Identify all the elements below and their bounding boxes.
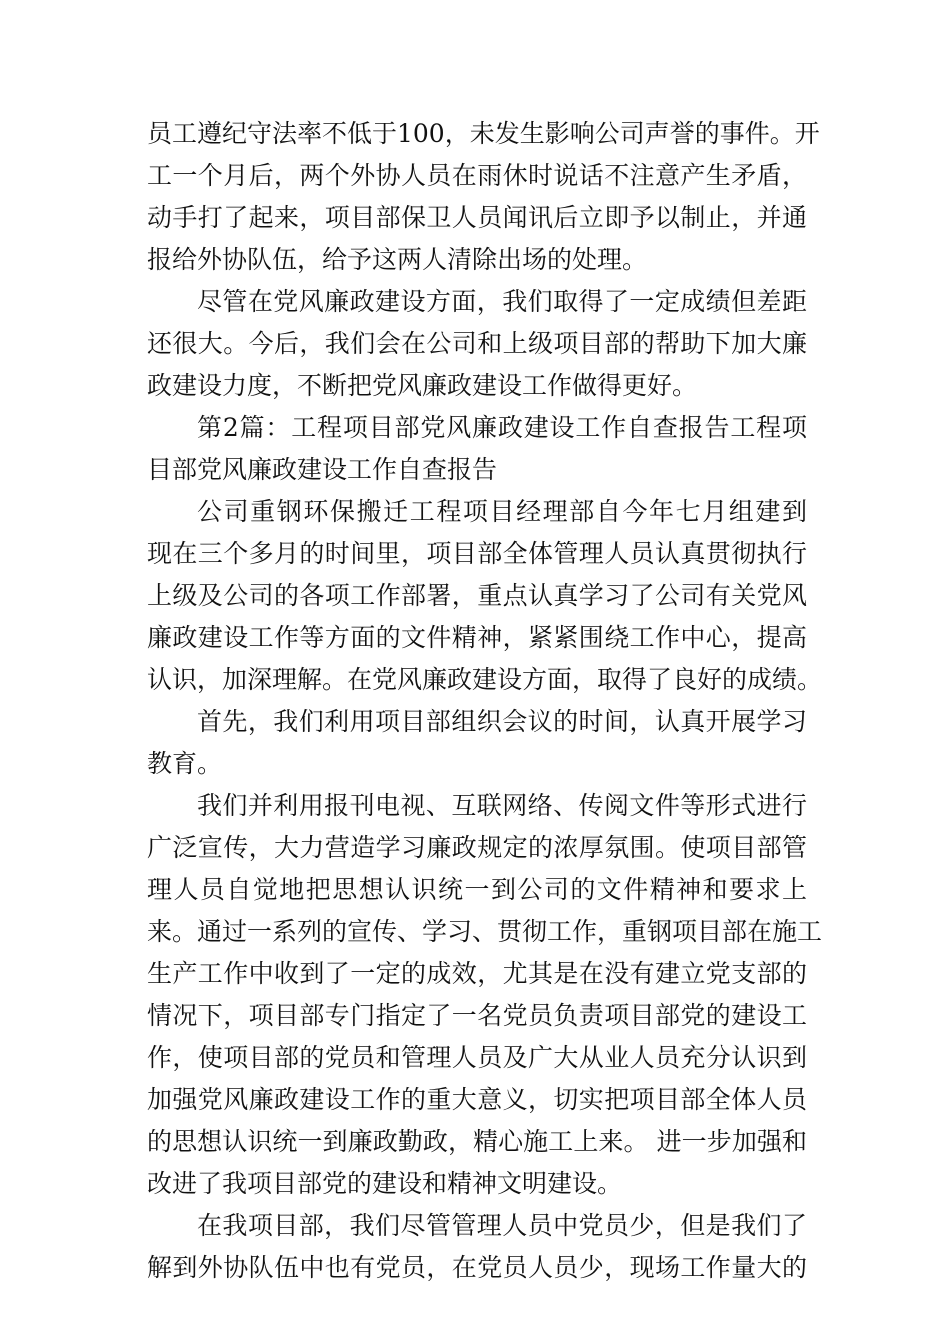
text-line: 尽管在党风廉政建设方面，我们取得了一定成绩但差距 — [197, 287, 807, 316]
section-heading-line: 目部党风廉政建设工作自查报告 — [147, 455, 498, 484]
text-line: 加强党风廉政建设工作的重大意义，切实把项目部全体人员 — [147, 1085, 807, 1114]
text-line: 上级及公司的各项工作部署，重点认真学习了公司有关党风 — [147, 581, 807, 610]
text-line: 理人员自觉地把思想认识统一到公司的文件精神和要求上 — [147, 875, 807, 904]
text-line: 还很大。今后，我们会在公司和上级项目部的帮助下加大廉 — [147, 329, 807, 358]
text-line: 生产工作中收到了一定的成效，尤其是在没有建立党支部的 — [147, 959, 807, 988]
text-line: 报给外协队伍，给予这两人清除出场的处理。 — [147, 245, 648, 274]
text-line: 教育。 — [147, 749, 223, 778]
text-line: 广泛宣传，大力营造学习廉政规定的浓厚氛围。使项目部管 — [147, 833, 807, 862]
text-line: 解到外协队伍中也有党员，在党员人员少，现场工作量大的 — [147, 1253, 807, 1282]
text-line: 情况下，项目部专门指定了一名党员负责项目部党的建设工 — [147, 1001, 807, 1030]
text-line: 政建设力度，不断把党风廉政建设工作做得更好。 — [147, 371, 698, 400]
section-heading-line: 第2篇：工程项目部党风廉政建设工作自查报告工程项 — [197, 413, 807, 442]
text-line: 首先，我们利用项目部组织会议的时间，认真开展学习 — [197, 707, 807, 736]
text-line: 来。通过一系列的宣传、学习、贯彻工作，重钢项目部在施工 — [147, 917, 823, 946]
text-line: 我们并利用报刊电视、互联网络、传阅文件等形式进行 — [197, 791, 807, 820]
text-line: 现在三个多月的时间里，项目部全体管理人员认真贯彻执行 — [147, 539, 807, 568]
text-line: 在我项目部，我们尽管管理人员中党员少，但是我们了 — [197, 1211, 807, 1240]
text-line: 动手打了起来，项目部保卫人员闻讯后立即予以制止，并通 — [147, 203, 807, 232]
text-line: 认识，加深理解。在党风廉政建设方面，取得了良好的成绩。 — [147, 665, 823, 694]
text-line: 工一个月后，两个外协人员在雨休时说话不注意产生矛盾， — [147, 161, 807, 190]
text-line: 公司重钢环保搬迁工程项目经理部自今年七月组建到 — [197, 497, 807, 526]
text-line: 改进了我项目部党的建设和精神文明建设。 — [147, 1169, 623, 1198]
text-line: 作，使项目部的党员和管理人员及广大从业人员充分认识到 — [147, 1043, 807, 1072]
text-line: 的思想认识统一到廉政勤政，精心施工上来。 进一步加强和 — [147, 1127, 807, 1156]
text-line: 员工遵纪守法率不低于100，未发生影响公司声誉的事件。开 — [147, 119, 820, 148]
text-line: 廉政建设工作等方面的文件精神，紧紧围绕工作中心，提高 — [147, 623, 807, 652]
